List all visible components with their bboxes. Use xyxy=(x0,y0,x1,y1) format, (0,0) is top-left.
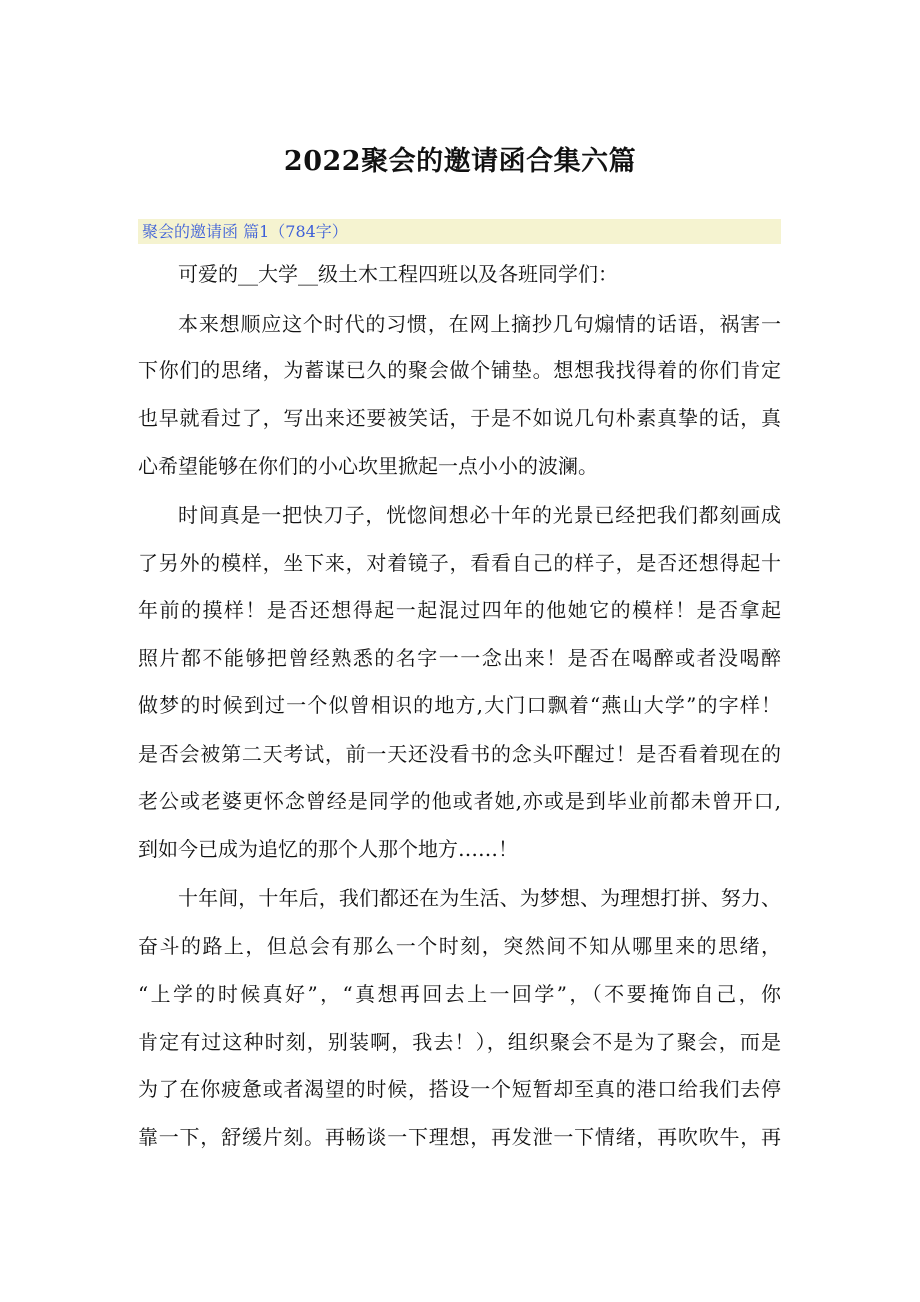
paragraph-line: 奋斗的路上，但总会有那么一个时刻，突然间不知从哪里来的思绪， xyxy=(138,934,781,958)
salutation-line: 可爱的__大学__级土木工程四班以及各班同学们： xyxy=(178,262,618,286)
paragraph-line: 年前的摸样！是否还想得起一起混过四年的他她它的模样！是否拿起 xyxy=(138,598,781,622)
paragraph-line: 是否会被第二天考试，前一天还没看书的念头吓醒过！是否看着现在的 xyxy=(138,742,781,766)
paragraph-line: 心希望能够在你们的小心坎里掀起一点小小的波澜。 xyxy=(138,454,598,478)
paragraph-line: 也早就看过了，写出来还要被笑话，于是不如说几句朴素真挚的话，真 xyxy=(138,406,781,430)
paragraph-line: 了另外的模样，坐下来，对着镜子，看看自己的样子，是否还想得起十 xyxy=(138,551,781,575)
paragraph-line: 本来想顺应这个时代的习惯，在网上摘抄几句煽情的话语，祸害一 xyxy=(178,312,781,336)
paragraph-line: 做梦的时候到过一个似曾相识的地方,大门口飘着“燕山大学”的字样！ xyxy=(138,693,781,717)
section-heading: 聚会的邀请函 篇1（784字） xyxy=(138,219,781,244)
paragraph-line: 老公或老婆更怀念曾经是同学的他或者她,亦或是到毕业前都未曾开口, xyxy=(138,789,781,813)
paragraph-line: 时间真是一把快刀子，恍惚间想必十年的光景已经把我们都刻画成 xyxy=(178,503,781,527)
paragraph-line: “上学的时候真好”，“真想再回去上一回学”，（不要掩饰自己，你 xyxy=(138,982,781,1006)
paragraph-line: 下你们的思绪，为蓄谋已久的聚会做个铺垫。想想我找得着的你们肯定 xyxy=(138,358,781,382)
paragraph-line: 为了在你疲惫或者渴望的时候，搭设一个短暂却至真的港口给我们去停 xyxy=(138,1077,781,1101)
paragraph-line: 肯定有过这种时刻，别装啊，我去！），组织聚会不是为了聚会，而是 xyxy=(138,1030,781,1054)
document-title: 2022聚会的邀请函合集六篇 xyxy=(283,146,637,177)
paragraph-line: 十年间，十年后，我们都还在为生活、为梦想、为理想打拼、努力、 xyxy=(178,886,781,910)
paragraph-line: 照片都不能够把曾经熟悉的名字一一念出来！是否在喝醉或者没喝醉 xyxy=(138,646,781,670)
paragraph-line: 到如今已成为追忆的那个人那个地方……！ xyxy=(138,837,518,861)
paragraph-line: 靠一下，舒缓片刻。再畅谈一下理想，再发泄一下情绪，再吹吹牛，再 xyxy=(138,1125,781,1149)
